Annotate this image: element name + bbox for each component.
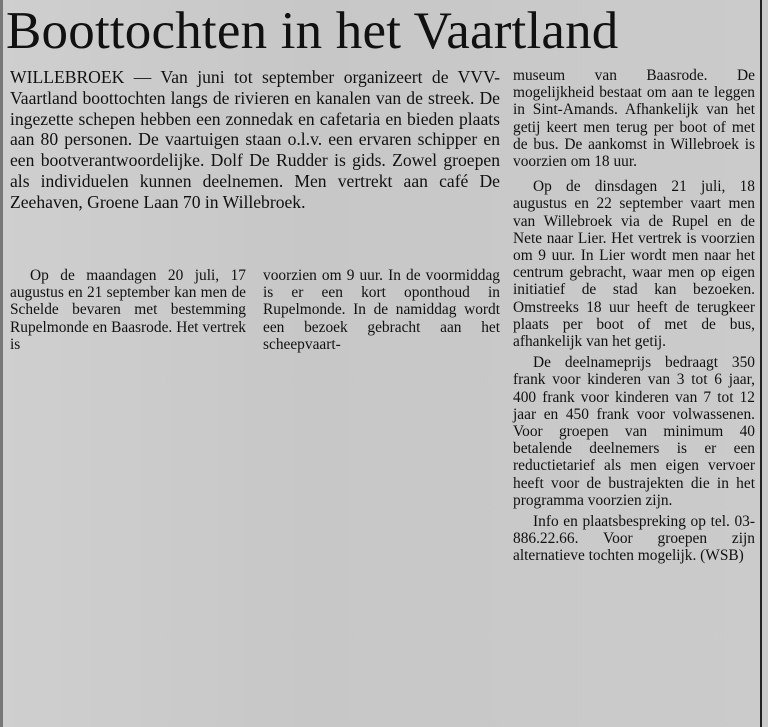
column-divider-rule <box>760 0 762 727</box>
clipping-left-edge <box>0 0 3 727</box>
column-3-paragraph-4: Info en plaatsbespreking op tel. 03-886.22.66. Voor groepen zijn alternatieve tochten mogelijk. (WSB) <box>513 513 755 565</box>
article-headline: Boottochten in het Vaartland <box>6 2 619 60</box>
article-lead: WILLEBROEK — Van juni tot september organizeert de VVV-Vaartland boottochten langs de rivieren en kanalen van de streek. De ingezette schepen hebben een zonnedak en cafetaria en bieden plaats aan 80 personen. De vaartuigen staan o.l.v. een ervaren schipper en een bootverantwoordelijke. Dolf De Rudder is gids. Zowel groepen als individuelen kunnen deelnemen. Men vertrekt aan café De Zeehaven, Groene Laan 70 in Willebroek. <box>10 67 500 212</box>
column-3-paragraph-3: De deelnameprijs bedraagt 350 frank voor kinderen van 3 tot 6 jaar, 400 frank voor kinderen van 7 tot 12 jaar en 450 frank voor volwassenen. Voor groepen van minimum 40 betalende deelnemers is er een reductietarief als men eigen vervoer heeft voor de bustrajekten die in het programma voorzien zijn. <box>513 354 755 509</box>
body-column-3 <box>513 67 755 565</box>
body-column-2: voorzien om 9 uur. In de voormiddag is er een kort oponthoud in Rupelmonde. In de namiddag wordt een bezoek gebracht aan het scheepvaart- <box>263 267 500 353</box>
body-column-1: Op de maandagen 20 juli, 17 augustus en 21 september kan men de Schelde bevaren met bestemming Rupelmonde en Baasrode. Het vertrek is <box>10 267 246 353</box>
column-3-paragraph-2: Op de dinsdagen 21 juli, 18 augustus en 22 september vaart men van Willebroek via de Rupel en de Nete naar Lier. Het vertrek is voorzien om 9 uur. In Lier wordt men naar het centrum gebracht, waar men op eigen initiatief de stad kan bezoeken. Omstreeks 18 uur heeft de terugkeer plaats per boot of met de bus, afhankelijk van het getij. <box>513 178 755 351</box>
column-3-paragraph-1: museum van Baasrode. De mogelijkheid bestaat om aan te leggen in Sint-Amands. Afhankelijk van het getij keert men terug per boot of met de bus. De aankomst in Willebroek is voorzien om 18 uur. <box>513 67 755 171</box>
